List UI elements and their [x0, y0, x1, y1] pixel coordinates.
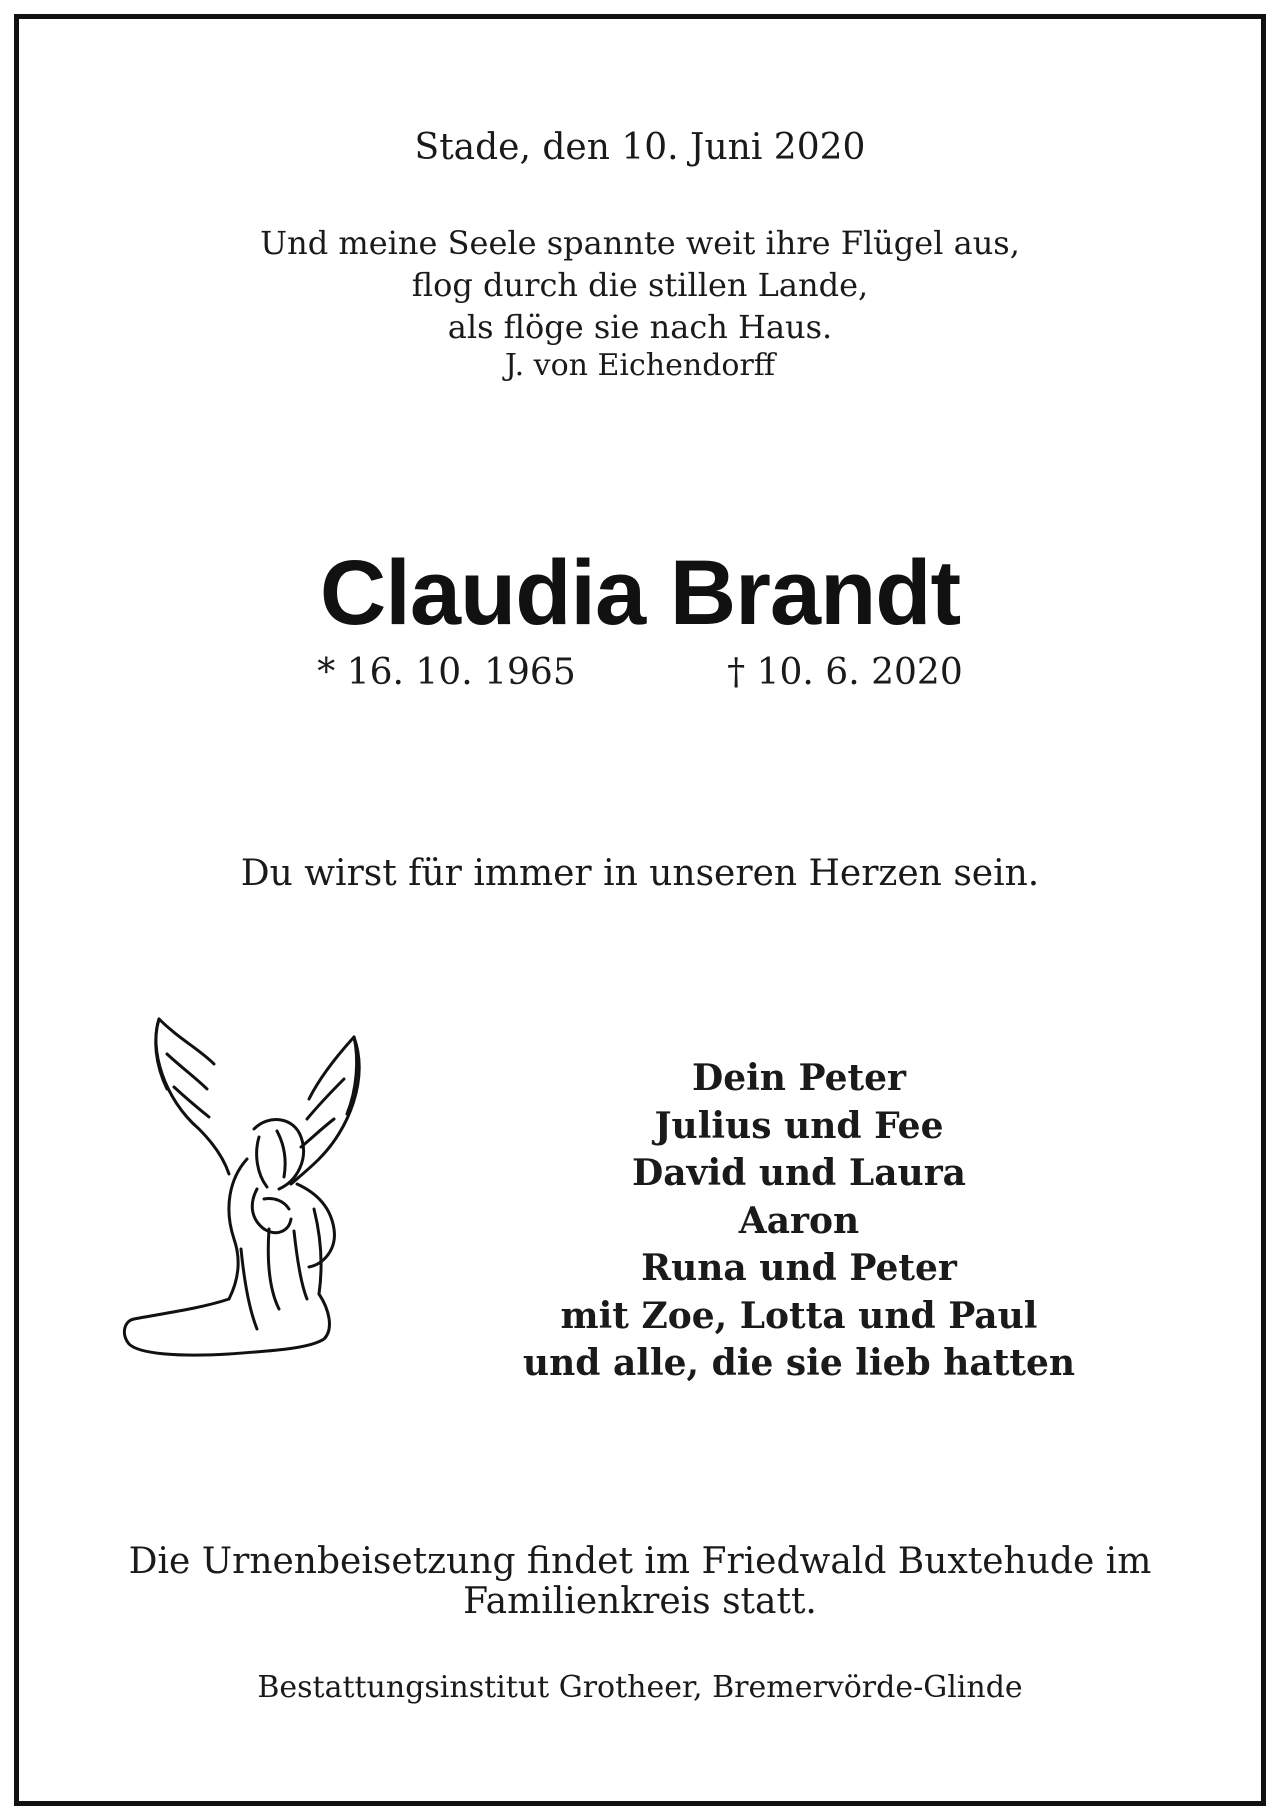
deceased-name: Claudia Brandt	[319, 542, 961, 644]
mourner-line: David und Laura	[631, 1152, 966, 1194]
mourner-line: Runa und Peter	[641, 1247, 957, 1289]
place-and-date: Stade, den 10. Juni 2020	[414, 127, 866, 168]
burial-line: Familienkreis statt.	[463, 1581, 817, 1622]
mourners-list	[449, 1055, 1149, 1388]
mourner-line: Aaron	[738, 1199, 860, 1242]
poem-line: Und meine Seele spannte weit ihre Flügel aus,	[260, 224, 1020, 262]
poem-author: J. von Eichendorff	[504, 348, 776, 383]
mourner-line: Julius und Fee	[654, 1104, 944, 1147]
obituary-frame	[14, 14, 1266, 1806]
burial-notice	[19, 1542, 1261, 1622]
life-dates	[19, 651, 1261, 695]
farewell-message: Du wirst für immer in unseren Herzen sein.	[240, 853, 1040, 894]
poem	[19, 222, 1261, 384]
burial-line: Die Urnenbeisetzung findet im Friedwald Buxtehude im	[128, 1541, 1152, 1582]
angel-icon	[119, 1009, 379, 1369]
mourner-line: Dein Peter	[691, 1057, 906, 1099]
poem-line: flog durch die stillen Lande,	[411, 266, 869, 304]
mourner-line: mit Zoe, Lotta und Paul	[560, 1294, 1038, 1337]
funeral-home: Bestattungsinstitut Grotheer, Bremervörde-Glinde	[257, 1670, 1023, 1705]
mourner-line: und alle, die sie lieb hatten	[522, 1342, 1076, 1384]
birth-date: * 16. 10. 1965	[317, 652, 576, 693]
poem-line: als flöge sie nach Haus.	[447, 308, 833, 346]
death-date: † 10. 6. 2020	[727, 652, 963, 693]
